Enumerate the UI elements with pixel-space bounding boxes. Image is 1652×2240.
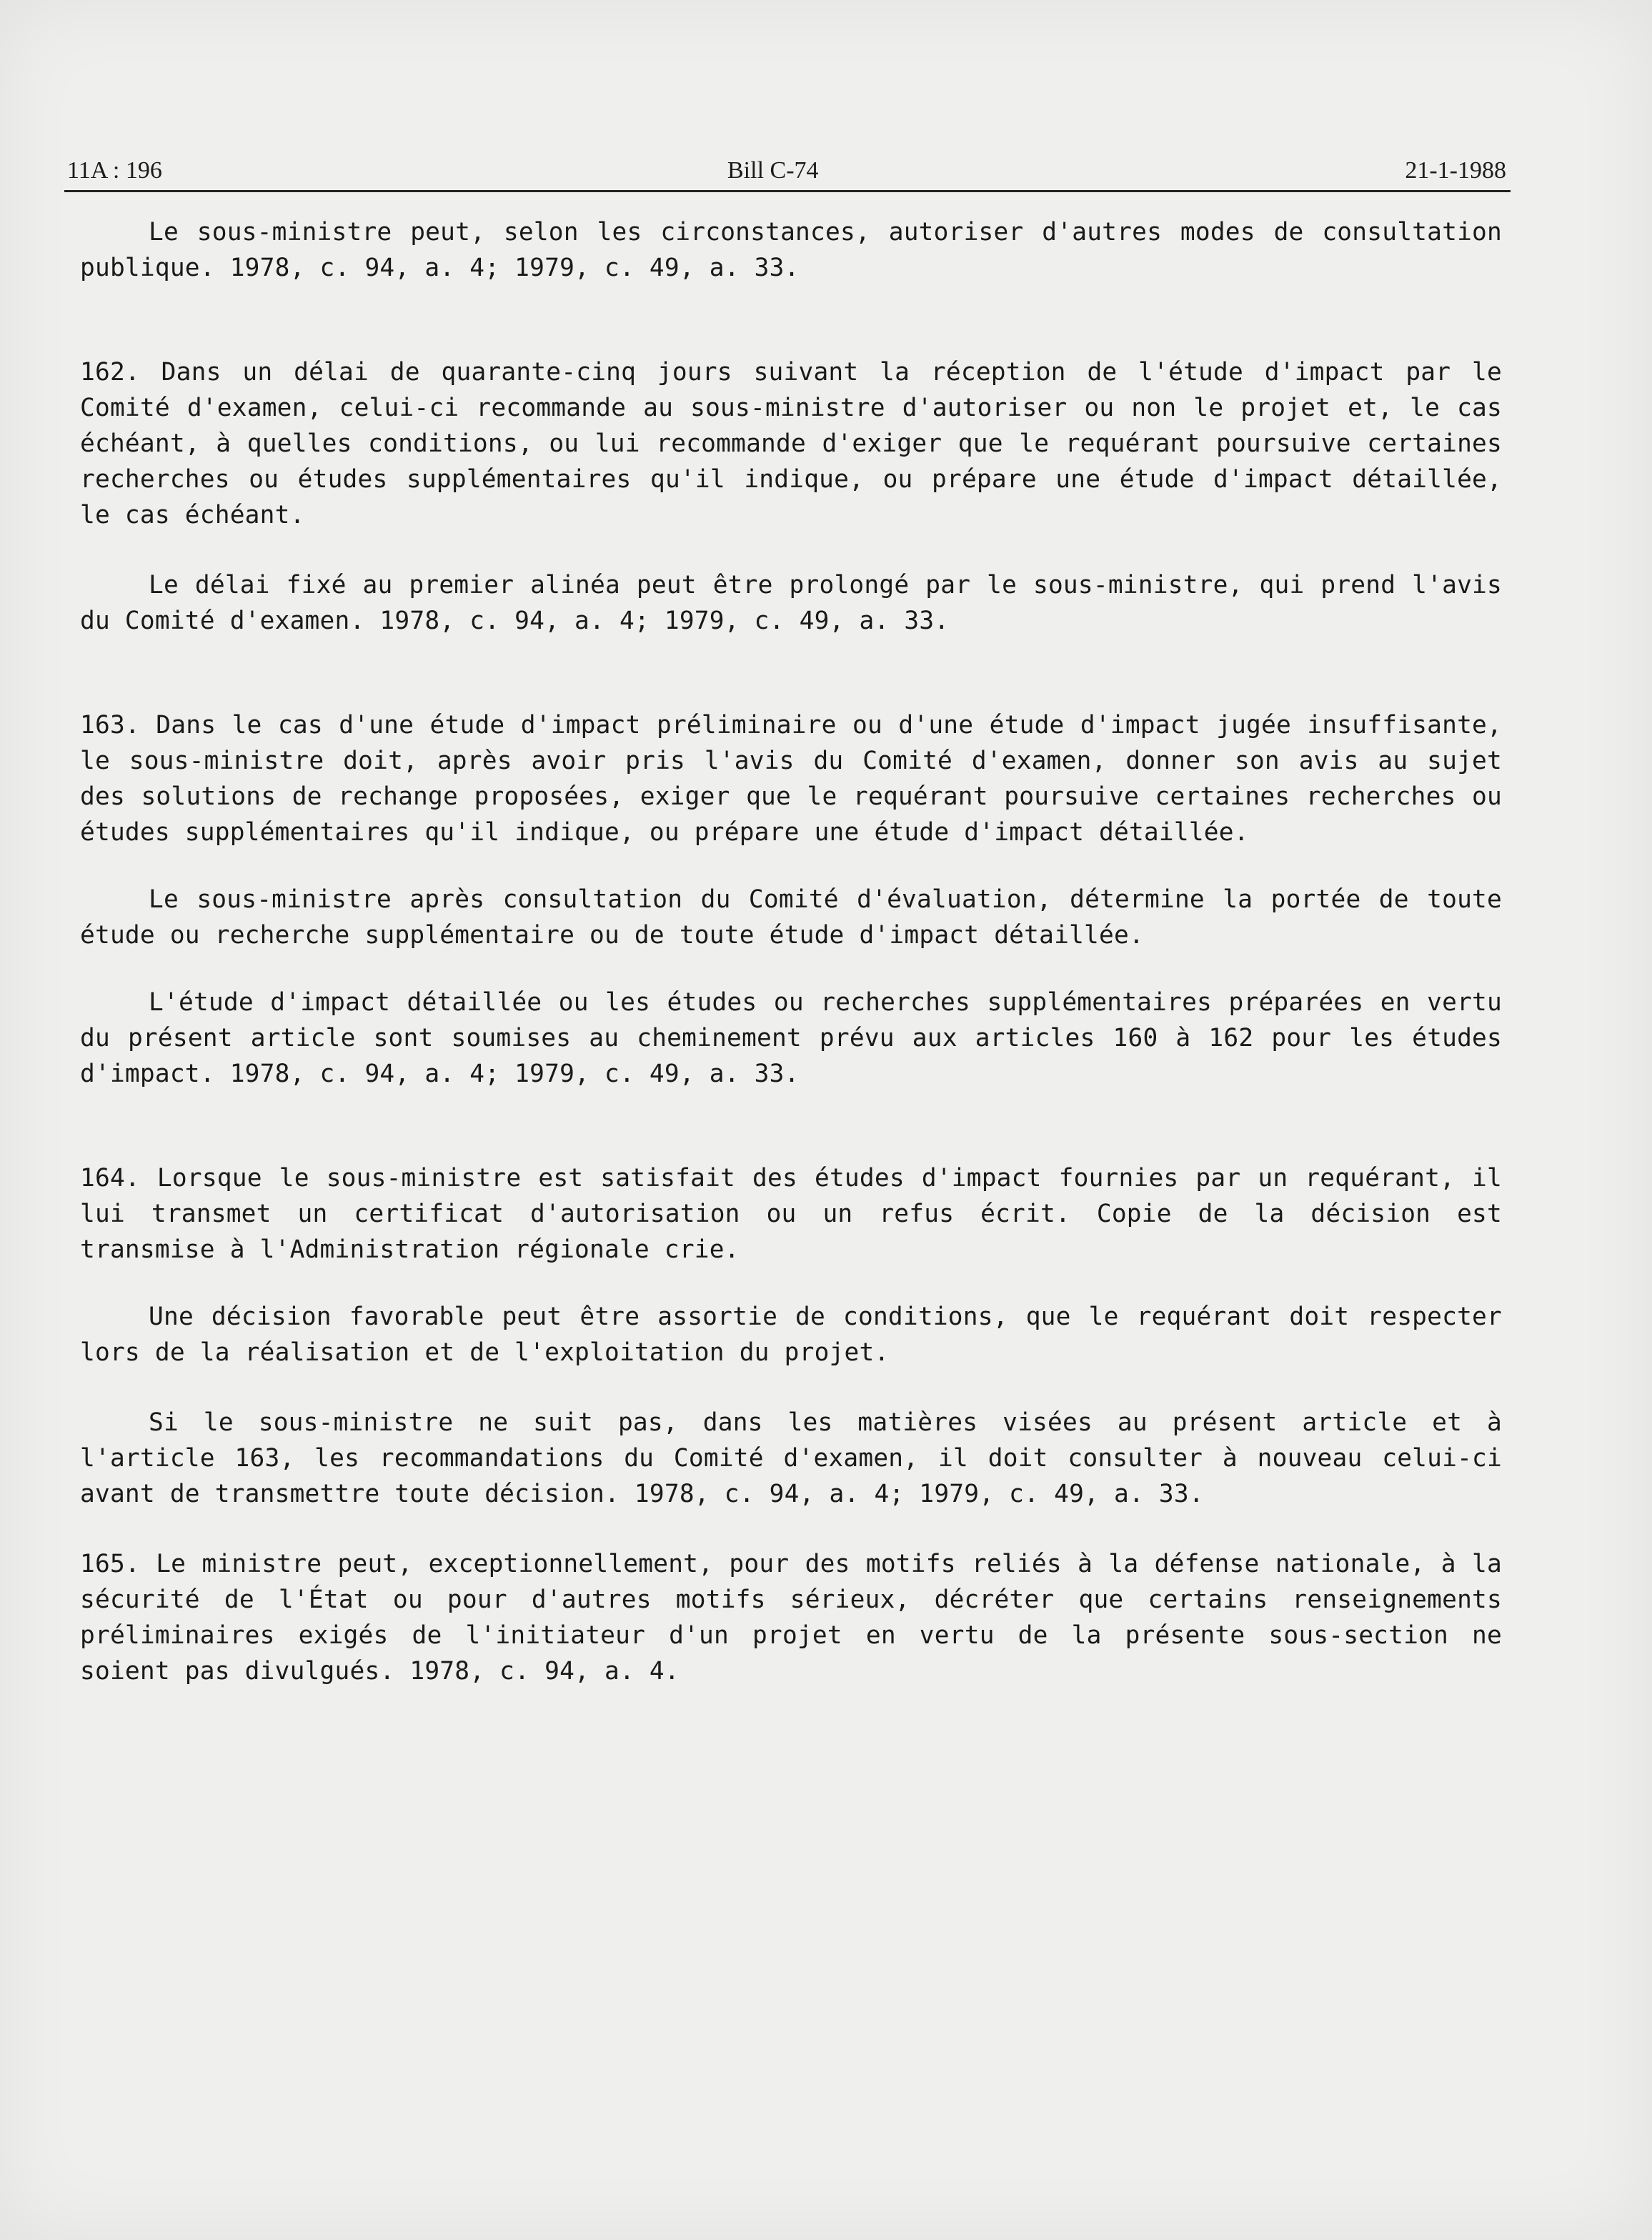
- paragraph-162-delay: Le délai fixé au premier alinéa peut être prolongé par le sous-ministre, qui prend l'avis du Comité d'examen. 1978, c. 94, a. 4; 1979, c. 49, a. 33.: [80, 571, 1502, 635]
- paragraph-165: 165. Le ministre peut, exceptionnellement, pour des motifs reliés à la défense nationale, à la sécurité de l'État ou pour d'autres motifs sérieux, décréter que certains renseignements préliminaires exigés de l'initiateur d'un projet en vertu de la présente sous-section ne soient pas divulgués. 1978, c. 94, a. 4.: [80, 1550, 1502, 1686]
- paragraph-162: 162. Dans un délai de quarante-cinq jours suivant la réception de l'étude d'impact par le Comité d'examen, celui-ci recommande au sous-ministre d'autoriser ou non le projet et, le cas échéant, à quelles conditions, ou lui recommande d'exiger que le requérant poursuive certaines recherches ou études supplémentaires qu'il indique, ou prépare une étude d'impact détaillée, le cas échéant.: [80, 358, 1502, 529]
- page-header: [64, 149, 1511, 192]
- paragraph-164-conditions: Une décision favorable peut être assortie de conditions, que le requérant doit respecter lors de la réalisation et de l'exploitation du projet.: [80, 1303, 1502, 1367]
- header-bill-title: Bill C-74: [727, 157, 819, 184]
- document-body: [80, 214, 1502, 1689]
- paragraph-161-consultation: Le sous-ministre peut, selon les circonstances, autoriser d'autres modes de consultation publique. 1978, c. 94, a. 4; 1979, c. 49, a. 33.: [80, 218, 1502, 282]
- header-page-reference: 11A : 196: [67, 157, 162, 184]
- paragraph-163-scope: Le sous-ministre après consultation du Comité d'évaluation, détermine la portée de toute étude ou recherche supplémentaire ou de toute étude d'impact détaillée.: [80, 885, 1502, 950]
- paragraph-163-detailed-study: L'étude d'impact détaillée ou les études ou recherches supplémentaires préparées en vertu du présent article sont soumises au cheminement prévu aux articles 160 à 162 pour les études d'impact. 1978, c. 94, a. 4; 1979, c. 49, a. 33.: [80, 988, 1502, 1088]
- paragraph-164-recommendations: Si le sous-ministre ne suit pas, dans les matières visées au présent article et à l'article 163, les recommandations du Comité d'examen, il doit consulter à nouveau celui-ci avant de transmettre toute décision. 1978, c. 94, a. 4; 1979, c. 49, a. 33.: [80, 1408, 1502, 1508]
- paragraph-164: 164. Lorsque le sous-ministre est satisfait des études d'impact fournies par un requérant, il lui transmet un certificat d'autorisation ou un refus écrit. Copie de la décision est transmise à l'Administration régionale crie.: [80, 1164, 1502, 1264]
- header-date: 21-1-1988: [1405, 157, 1506, 184]
- paragraph-163: 163. Dans le cas d'une étude d'impact préliminaire ou d'une étude d'impact jugée insuffisante, le sous-ministre doit, après avoir pris l'avis du Comité d'examen, donner son avis au sujet des solutions de rechange proposées, exiger que le requérant poursuive certaines recherches ou études supplémentaires qu'il indique, ou prépare une étude d'impact détaillée.: [80, 711, 1502, 847]
